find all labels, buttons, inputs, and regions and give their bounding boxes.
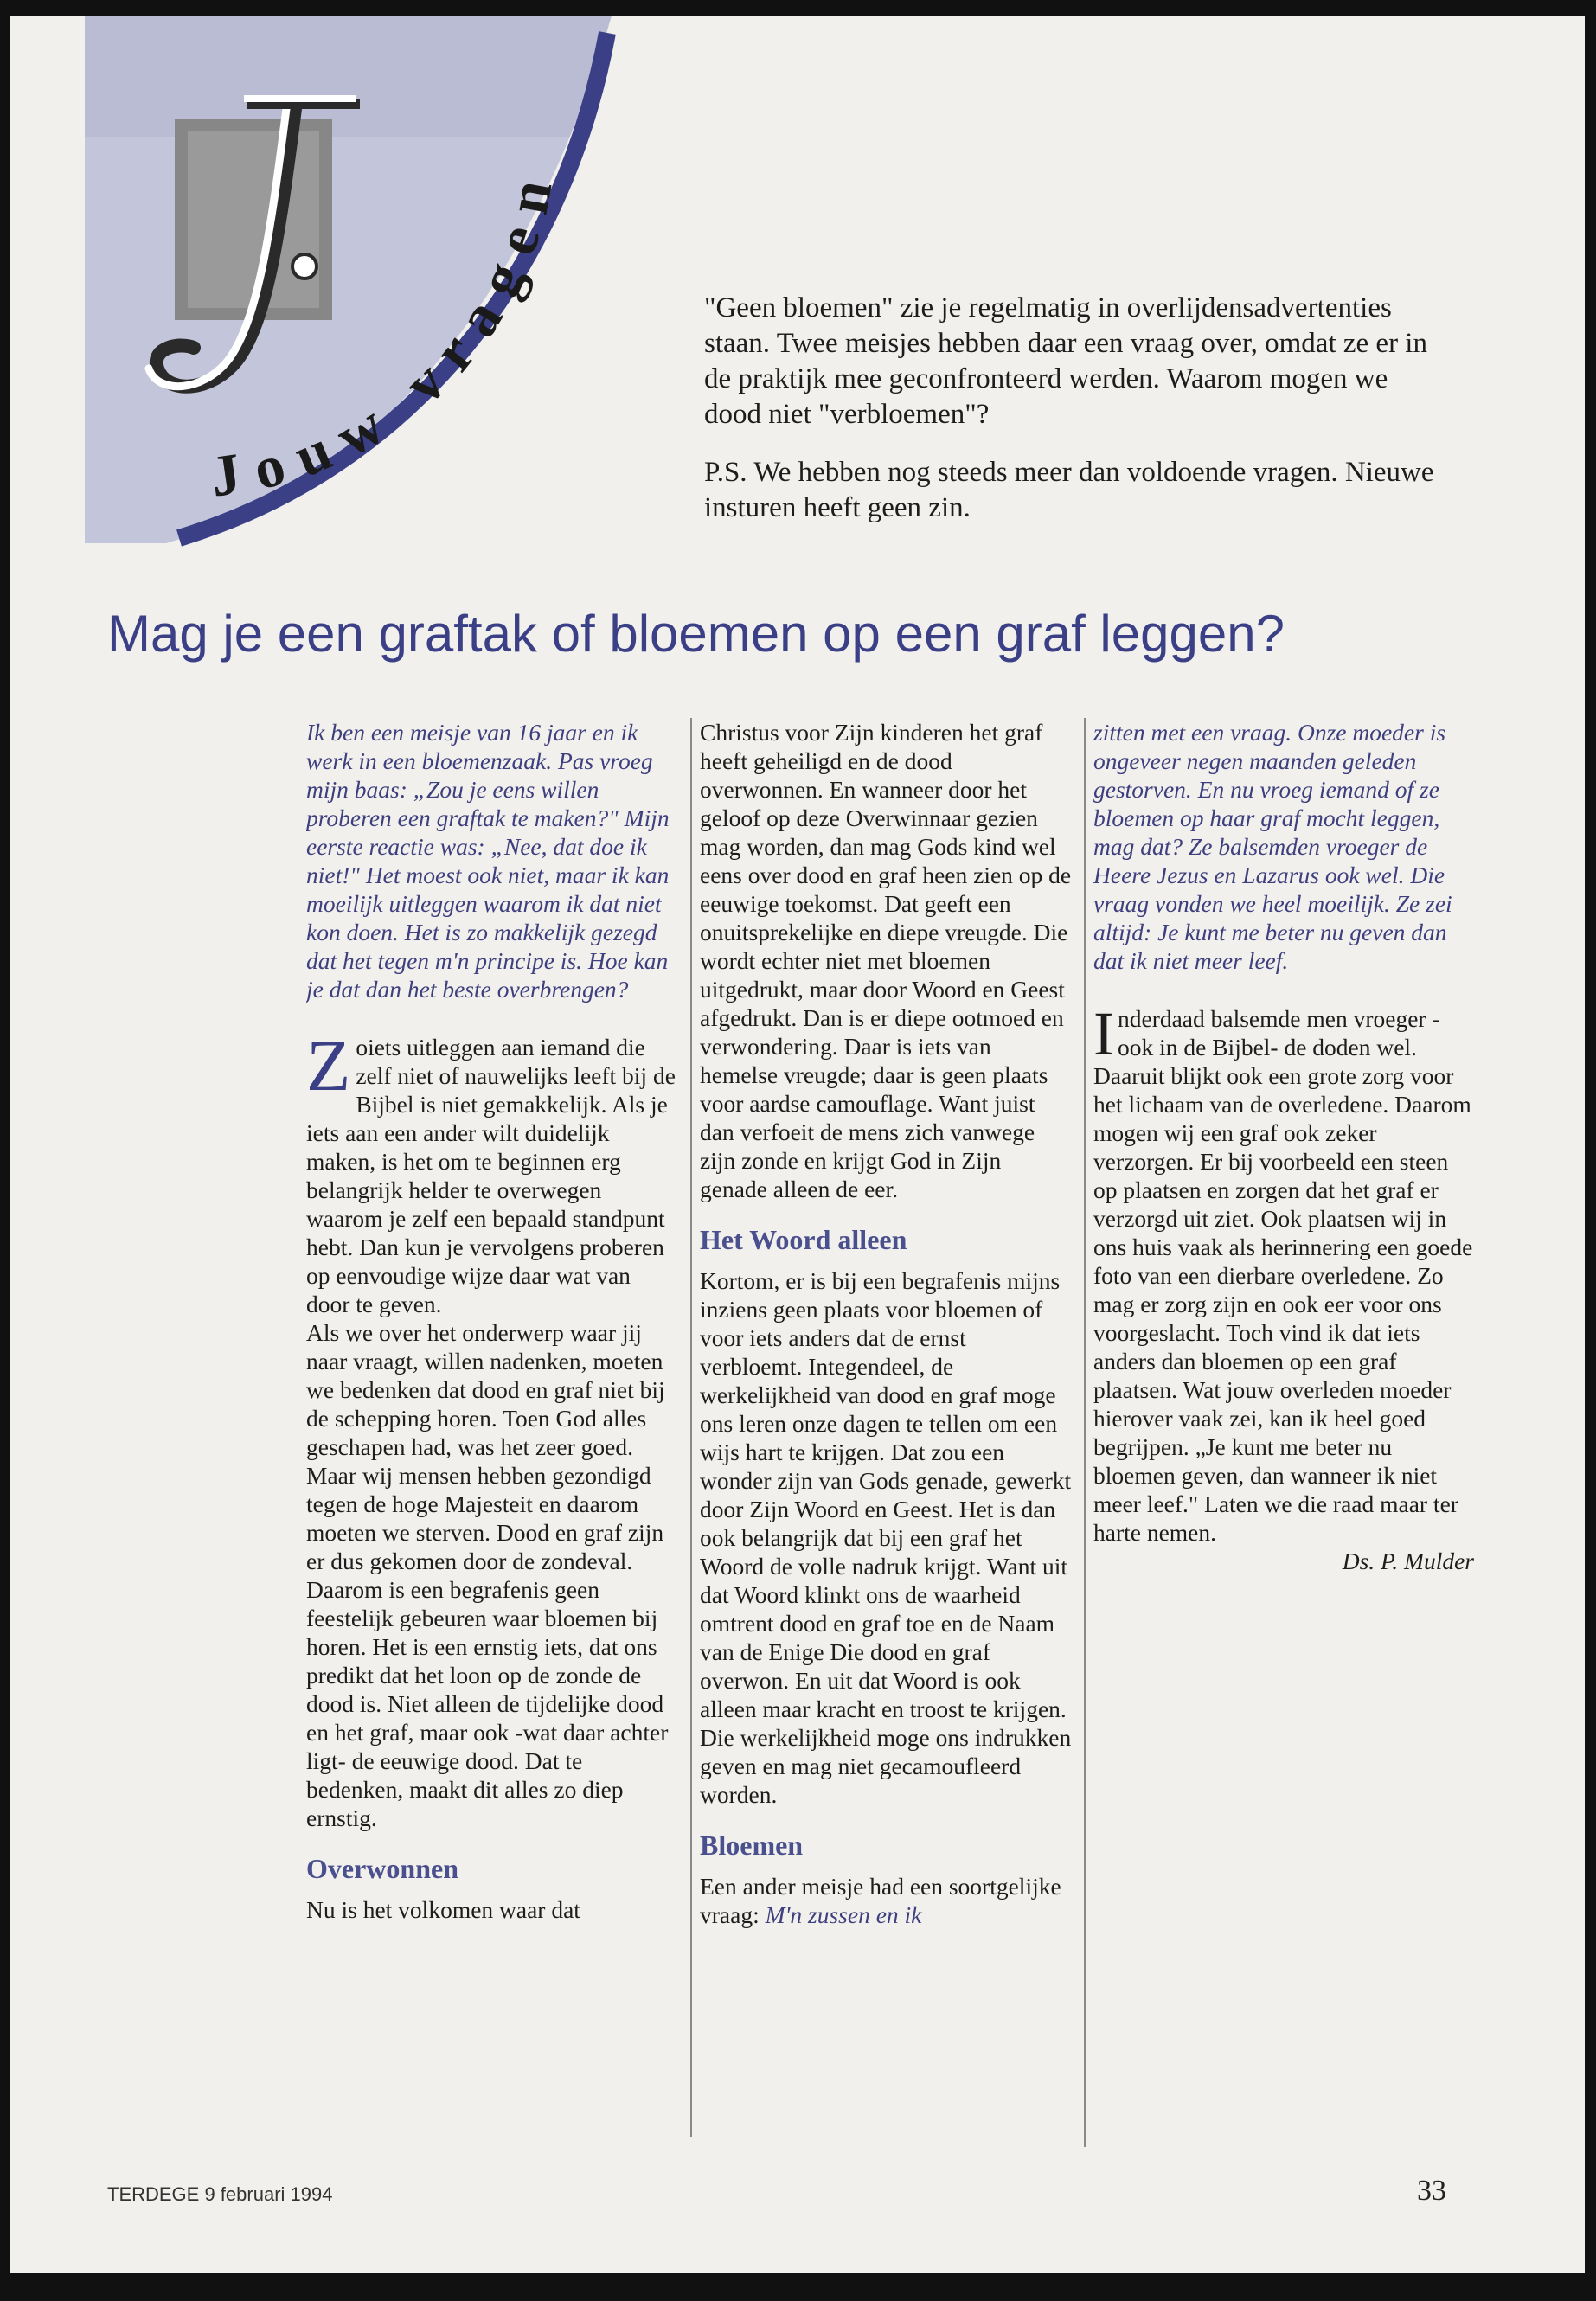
answer-paragraph: Als we over het onderwerp waar jij naar vraagt, willen nadenken, moeten we bedenken dat dood en graf niet bij de schepping horen. Toen God alles geschapen had, was het zeer goed. Maar wij mensen hebben gezondigd tegen de hoge Majesteit en daarom moeten we sterven. Dood en graf zijn er dus gekomen door de zondeval. Daarom is een begrafenis geen feestelijk gebeuren waar bloemen bij horen. Het is een ernstig iets, dat ons predikt dat het loon op de zonde de dood is. Niet alleen de tijdelijke dood en het graf, maar ook -wat daar achter ligt- de eeuwige dood. Dat te bedenken, maakt dit alles zo diep ernstig.	[306, 1319, 669, 1831]
subheading-overwonnen: Overwonnen	[306, 1853, 458, 1884]
article-column-1	[306, 718, 680, 2154]
drop-cap: Z	[306, 1026, 351, 1106]
article-column-2	[700, 718, 1074, 2180]
intro-postscript: P.S. We hebben nog steeds meer dan voldoende vragen. Nieuwe insturen heeft geen zin.	[704, 457, 1434, 523]
column-divider	[1084, 718, 1086, 2147]
answer-paragraph: Nu is het volkomen waar dat	[306, 1896, 580, 1923]
page-number: 33	[1417, 2175, 1446, 2207]
article-column-3	[1093, 718, 1474, 1756]
logo-wordmark: Jouw vragen	[206, 157, 568, 510]
subheading-bloemen: Bloemen	[700, 1830, 804, 1861]
answer-paragraph: Kortom, er is bij een begrafenis mijns inziens geen plaats voor bloemen of voor iets anders dat de ernst verbloemt. Integendeel, de werkelijkheid van dood en graf moge ons leren onze dagen te tellen om een wijs hart te krijgen. Dat zou een wonder zijn van Gods genade, gewerkt door Zijn Woord en Geest. Het is dan ook belangrijk dat bij een graf het Woord de volle nadruk krijgt. Want uit dat Woord klinkt ons de waarheid omtrent dood en graf toe en de Naam van de Enige Die dood en graf overwon. En uit dat Woord is ook alleen maar kracht en troost te krijgen. Die werkelijkheid moge ons indrukken geven en mag niet gecamoufleerd worden.	[700, 1267, 1072, 1808]
answer-paragraph: Een ander meisje had een soortgelijke vraag: M'n zussen en ik	[700, 1873, 1061, 1928]
intro-paragraph: "Geen bloemen" zie je regelmatig in overlijdensadvertenties staan. Twee meisjes hebben daar een vraag over, omdat ze er in de praktijk mee geconfronteerd werden. Waarom mogen we dood niet "verbloemen"?	[704, 292, 1427, 430]
article-headline: Mag je een graftak of bloemen op een graf leggen?	[107, 605, 1285, 663]
intro-text	[704, 291, 1448, 548]
subheading-het-woord-alleen: Het Woord alleen	[700, 1224, 907, 1255]
column-divider	[690, 718, 692, 2137]
author-signature: Ds. P. Mulder	[1342, 1548, 1474, 1574]
publication-footer: TERDEGE 9 februari 1994	[107, 2183, 333, 2205]
reader-question: zitten met een vraag. Onze moeder is ongeveer negen maanden geleden gestorven. En nu vroeg iemand of ze bloemen op haar graf mocht leggen, mag dat? Ze balsemden vroeger de Heere Jezus en Lazarus ook wel. Die vraag vonden we heel moeilijk. Ze zei altijd: Je kunt me beter nu geven dan dat ik niet meer leef.	[1093, 719, 1452, 974]
drop-cap: I	[1093, 999, 1114, 1068]
answer-paragraph: Christus voor Zijn kinderen het graf heeft geheiligd en de dood overwonnen. En wanneer door het geloof op deze Overwinnaar gezien mag worden, dan mag Gods kind wel eens over dood en graf heen zien op de eeuwige toekomst. Dat geeft een onuitsprekelijke en diepe vreugde. Die wordt echter niet met bloemen uitgedrukt, maar door Woord en Geest afgedrukt. Dan is er diepe ootmoed en verwondering. Daar is iets van hemelse vreugde; daar is geen plaats voor aardse camouflage. Want juist dan verfoeit de mens zich vanwege zijn zonde en krijgt God in Zijn genade alleen de eer.	[700, 719, 1072, 1202]
magazine-page	[10, 16, 1585, 2273]
answer-paragraph: Zoiets uitleggen aan iemand die zelf niet of nauwelijks leeft bij de Bijbel is niet gemakkelijk. Als je iets aan een ander wilt duidelijk maken, is het om te beginnen erg belangrijk helder te overwegen waarom je zelf een bepaald standpunt hebt. Dan kun je vervolgens proberen op eenvoudige wijze daar wat van door te geven.	[306, 1026, 676, 1317]
second-question-start: M'n zussen en ik	[765, 1901, 922, 1928]
jouw-vragen-logo	[10, 16, 633, 569]
answer-paragraph: Inderdaad balsemde men vroeger -ook in de Bijbel- de doden wel. Daaruit blijkt ook een grote zorg voor het lichaam van de overledene. Daarom mogen wij een graf ook zeker verzorgen. Er bij voorbeeld een steen op plaatsen en zorgen dat het graf er verzorgd uit ziet. Ook plaatsen wij in ons huis vaak als herinnering een goede foto van een dierbare overledene. Zo mag er zorg zijn en ook eer voor ons voorgeslacht. Toch vind ik dat iets anders dan bloemen op een graf plaatsen. Wat jouw overleden moeder hierover vaak zei, kan ik heel goed begrijpen. „Je kunt me beter nu bloemen geven, dan wanneer ik niet meer leef." Laten we die raad maar ter harte nemen.	[1093, 999, 1473, 1546]
reader-question: Ik ben een meisje van 16 jaar en ik werk in een bloemenzaak. Pas vroeg mijn baas: „Zou je eens willen proberen een graftak te maken?" Mijn eerste reactie was: „Nee, dat doe ik niet!" Het moest ook niet, maar ik kan moeilijk uitleggen waarom ik dat niet kon doen. Het is zo makkelijk gezegd dat het tegen m'n principe is. Hoe kan je dat dan het beste overbrengen?	[306, 719, 670, 1003]
